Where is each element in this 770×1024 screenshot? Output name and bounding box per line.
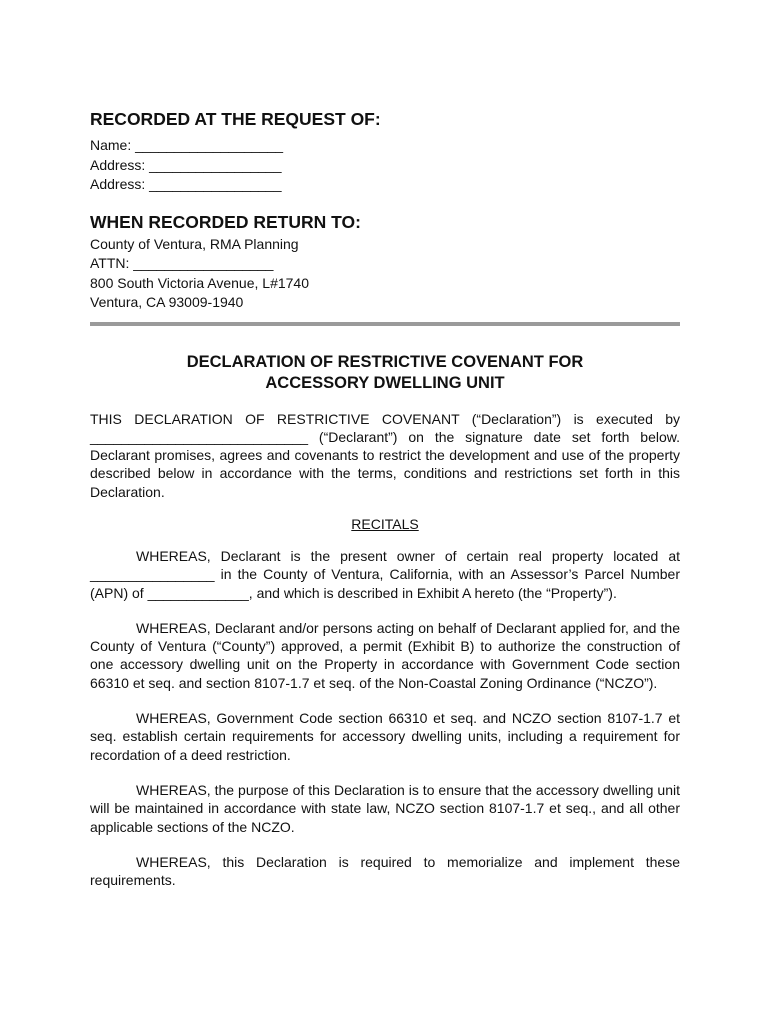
document-title-line-2: ACCESSORY DWELLING UNIT (265, 373, 505, 392)
recorded-request-heading: RECORDED AT THE REQUEST OF: (90, 109, 381, 129)
whereas-paragraph-3: WHEREAS, Government Code section 66310 et seq. and NCZO section 8107-1.7 et seq. establish certain requirements for accessory dwelling units, including a requirement for recordation of a deed restriction. (90, 710, 680, 763)
requester-address-line-2: Address: _________________ (90, 176, 282, 192)
document-title (90, 352, 680, 394)
return-to-line-2: ATTN: __________________ (90, 255, 274, 271)
document-page (90, 108, 680, 889)
whereas-paragraph-5: WHEREAS, this Declaration is required to memorialize and implement these requirements. (90, 853, 680, 889)
return-to-section (90, 211, 680, 313)
intro-paragraph: THIS DECLARATION OF RESTRICTIVE COVENANT (“Declaration”) is executed by ____________________________ (“Declarant”) on the signature date set forth below. Declarant promises, agrees and covenants to restrict the development and use of the property described below in accordance with the terms, conditions and restrictions set forth in this Declaration. (90, 410, 680, 500)
recitals-heading: RECITALS (351, 515, 419, 532)
return-to-line-1: County of Ventura, RMA Planning (90, 235, 299, 252)
document-title-line-1: DECLARATION OF RESTRICTIVE COVENANT FOR (186, 352, 584, 371)
recorded-request-section (90, 108, 680, 195)
whereas-paragraph-4: WHEREAS, the purpose of this Declaration is to ensure that the accessory dwelling unit will be maintained in accordance with state law, NCZO section 8107-1.7 et seq., and all other applicable sections of the NCZO. (90, 781, 680, 835)
whereas-paragraph-1: WHEREAS, Declarant is the present owner of certain real property located at ________________ in the County of Ventura, California, with an Assessor’s Parcel Number (APN) of _____________, and which is described in Exhibit A hereto (the “Property”). (90, 547, 680, 601)
requester-name-line: Name: ___________________ (90, 137, 284, 153)
requester-address-line-1: Address: _________________ (90, 156, 282, 173)
return-to-heading: WHEN RECORDED RETURN TO: (90, 211, 361, 232)
whereas-paragraph-2: WHEREAS, Declarant and/or persons acting on behalf of Declarant applied for, and the County of Ventura (“County”) approved, a permit (Exhibit B) to authorize the construction of one accessory dwelling unit on the Property in accordance with Government Code section 66310 et seq. and section 8107-1.7 et seq. of the Non-Coastal Zoning Ordinance (“NCZO”). (90, 619, 680, 691)
divider-rule (90, 322, 680, 326)
return-to-line-3: 800 South Victoria Avenue, L#1740 (90, 274, 309, 291)
return-to-line-4: Ventura, CA 93009-1940 (90, 294, 244, 310)
